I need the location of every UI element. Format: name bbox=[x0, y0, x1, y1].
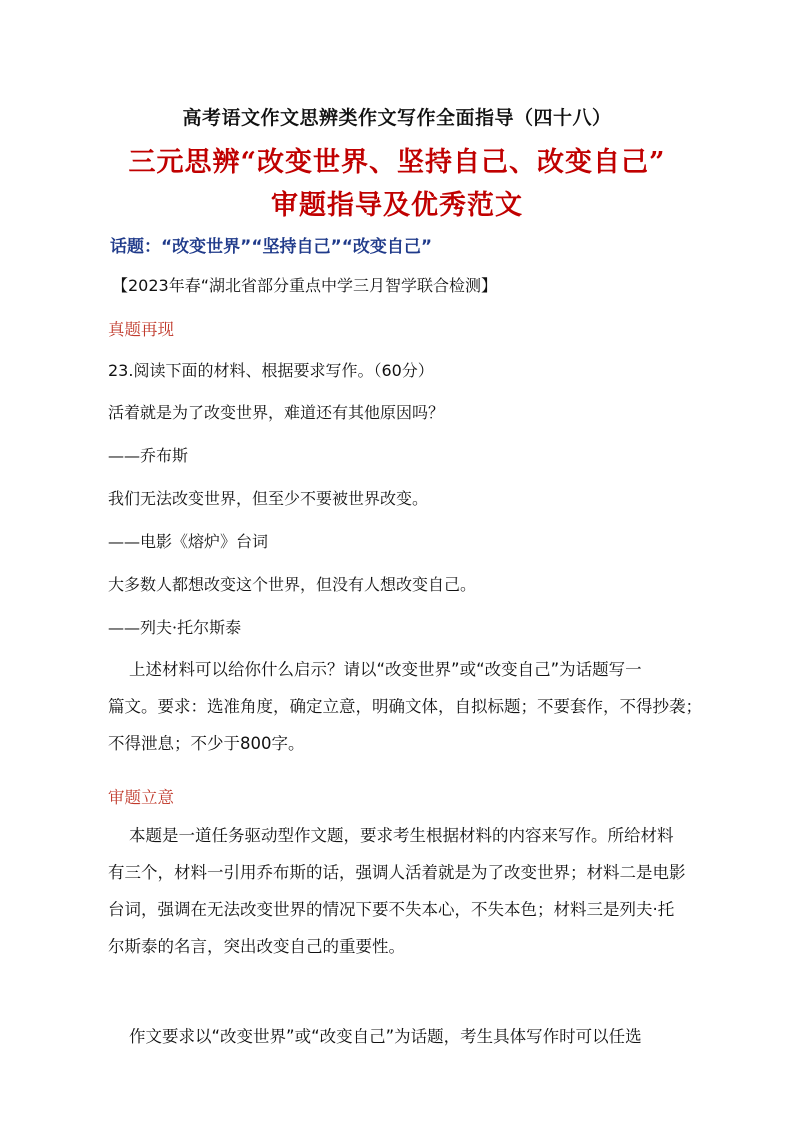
quote-1-author: ——乔布斯 bbox=[108, 446, 189, 465]
quote-3: 大多数人都想改变这个世界，但没有人想改变自己。 bbox=[108, 575, 477, 594]
prompt-line-2: 篇文。要求：选准角度，确定立意，明确文体，自拟标题；不要套作，不得抄袭； bbox=[108, 697, 702, 716]
quote-1: 活着就是为了改变世界，难道还有其他原因吗？ bbox=[108, 403, 445, 422]
quote-2: 我们无法改变世界，但至少不要被世界改变。 bbox=[108, 489, 429, 508]
prompt-line-3: 不得泄息；不少于800字。 bbox=[108, 734, 305, 753]
exam-source: 【2023年春“湖北省部分重点中学三月智学联合检测】 bbox=[112, 276, 498, 295]
quote-3-author: ——列夫·托尔斯泰 bbox=[108, 618, 242, 637]
final-paragraph bbox=[108, 1018, 736, 1055]
topic-line: 话题：“改变世界”“坚持自己”“改变自己” bbox=[110, 237, 433, 257]
red-title-line-1: 三元思辨“改变世界、坚持自己、改变自己” bbox=[128, 147, 666, 178]
main-title: 高考语文作文思辨类作文写作全面指导（四十八） bbox=[182, 107, 612, 129]
analysis-line-2: 有三个，材料一引用乔布斯的话，强调人活着就是为了改变世界；材料二是电影 bbox=[108, 863, 686, 882]
section-heading-analysis: 审题立意 bbox=[108, 788, 174, 807]
section-heading-real-exam: 真题再现 bbox=[108, 320, 174, 339]
red-title-line-2: 审题指导及优秀范文 bbox=[271, 190, 523, 221]
analysis-line-4: 尔斯泰的名言，突出改变自己的重要性。 bbox=[108, 937, 405, 956]
writing-prompt-paragraph bbox=[108, 651, 736, 762]
question-line: 23.阅读下面的材料、根据要求写作。（60分） bbox=[108, 361, 434, 380]
quote-2-author: ——电影《熔炉》台词 bbox=[108, 532, 269, 551]
analysis-line-1: 本题是一道任务驱动型作文题，要求考生根据材料的内容来写作。所给材料 bbox=[108, 826, 674, 845]
final-line-1: 作文要求以“改变世界”或“改变自己”为话题，考生具体写作时可以任选 bbox=[108, 1027, 642, 1046]
prompt-line-1: 上述材料可以给你什么启示？请以“改变世界”或“改变自己”为话题写一 bbox=[108, 660, 642, 679]
analysis-paragraph bbox=[108, 817, 736, 965]
analysis-line-3: 台词，强调在无法改变世界的情况下要不失本心，不失本色；材料三是列夫·托 bbox=[108, 900, 675, 919]
